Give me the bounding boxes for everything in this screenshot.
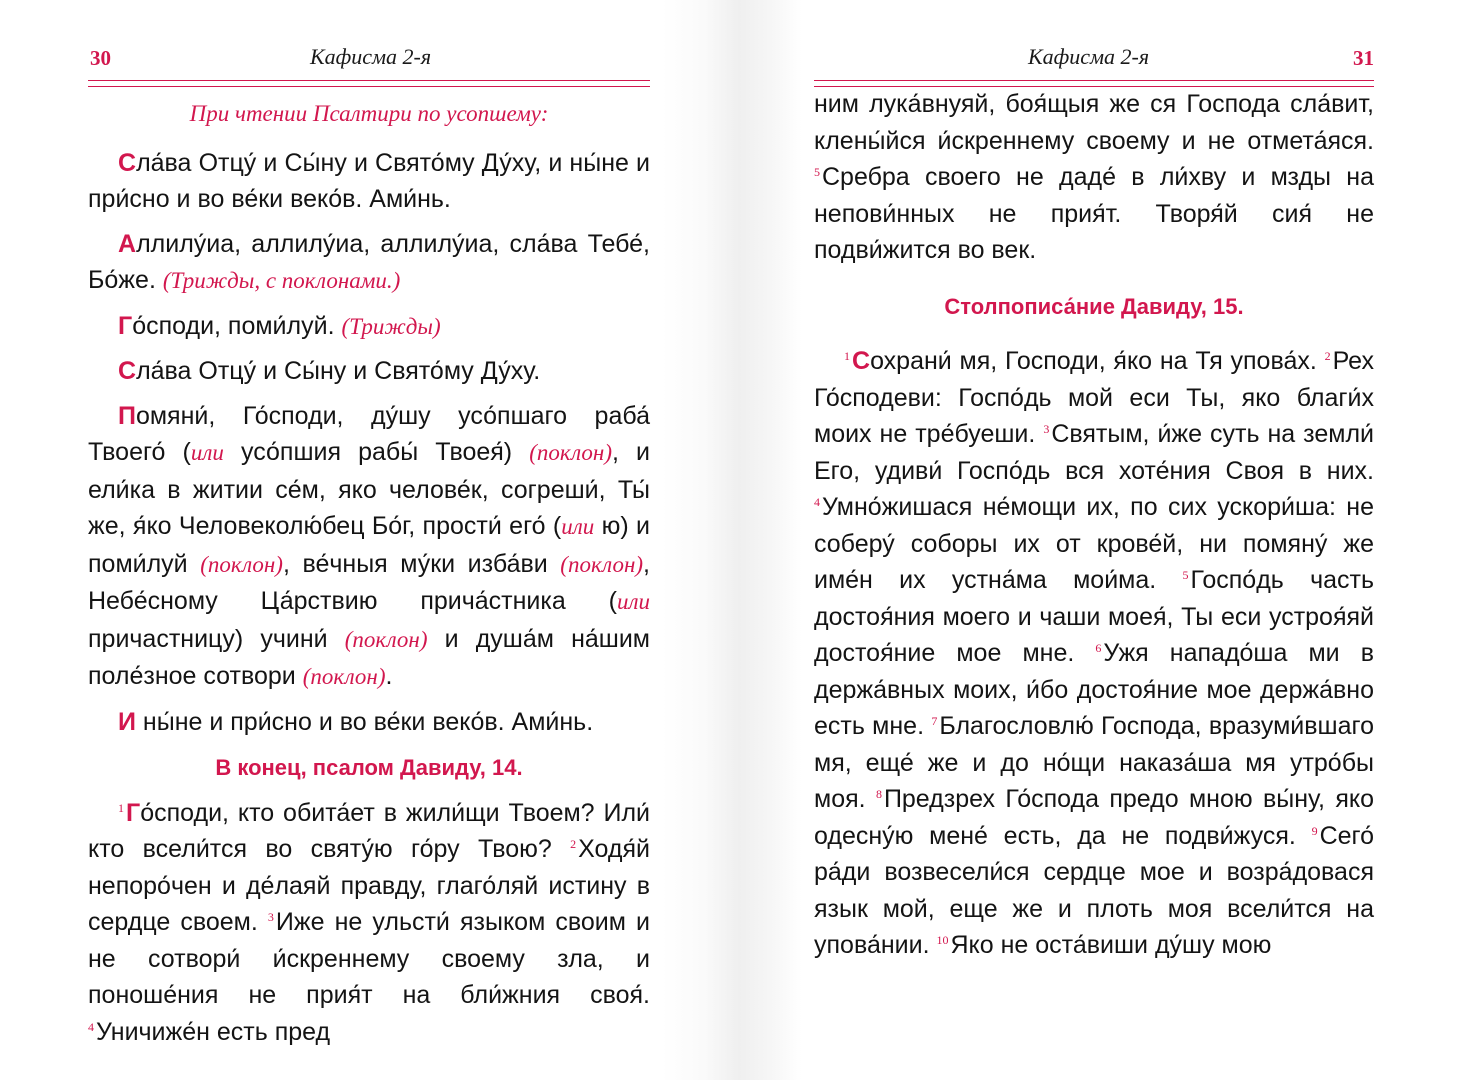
- red-initial: Г: [118, 311, 133, 340]
- prayer-text: о́споди, поми́луй.: [132, 311, 342, 340]
- verse-number: 10: [936, 933, 949, 947]
- prayer-text: ю) и поми́луй: [88, 512, 650, 578]
- verse-number: 7: [931, 714, 938, 728]
- book-gutter: [662, 0, 802, 1080]
- prayer-text: причастницу) учини́: [88, 624, 345, 653]
- prayer-text: ны́не и при́сно и во ве́ки веко́в. Ами́нь.: [135, 707, 594, 736]
- rubric-or: или: [561, 514, 595, 539]
- verse-text: Сребра своего не даде́ в ли́хву и мзды на непови́нных не прия́т. Творя́й сия́ не подви́жится во век.: [814, 163, 1374, 264]
- verse-number: 1: [844, 349, 850, 363]
- red-initial: С: [118, 148, 137, 177]
- verse-text: ним лука́внуяй, боя́щыя же ся Господа сла́вит, клены́йся и́скреннему своему и не отмета́яся.: [814, 90, 1374, 155]
- red-initial: И: [118, 707, 136, 736]
- prayer-for-departed: [88, 398, 650, 696]
- verse-text: охрани́ мя, Господи, я́ко на Тя упова́х.: [870, 347, 1325, 375]
- red-initial: С: [852, 347, 871, 375]
- rubric-instruction: (Трижды): [341, 313, 441, 339]
- verse-number: 4: [814, 495, 820, 509]
- rubric-or: или: [190, 440, 224, 465]
- psalm-14-title: В конец, псалом Давиду, 14.: [215, 755, 523, 780]
- verse-number: 9: [1311, 823, 1318, 838]
- verse-text: Сего́ ра́ди возвесели́ся сердце мое и возра́довася язык мой, еще же и плоть моя всели́тся на упова́нии.: [814, 821, 1374, 959]
- verse-number: 8: [875, 787, 882, 801]
- rubric-bow: (поклон): [344, 626, 428, 652]
- prayer-now-and-ever: [88, 704, 650, 741]
- prayer-text: ла́ва Отцу́ и Сы́ну и Свято́му Ду́ху, и ны́не и при́сно и во ве́ки веко́в. Ами́нь.: [88, 148, 650, 213]
- verse-text: Благословлю́ Господа, вразуми́вшаго мя, еще́ же и до но́щи наказа́ша мя утро́бы моя.: [814, 712, 1374, 813]
- left-page: [88, 0, 650, 1046]
- verse-number: 6: [1095, 641, 1102, 655]
- prayer-glory-short: [88, 353, 650, 390]
- right-page: [814, 0, 1375, 959]
- rubric-bow: (поклон): [302, 664, 386, 689]
- verse-text: Ужя нападо́ша ми в держа́вных моих, и́бо достоя́ние мое держа́вно есть мне.: [814, 639, 1375, 740]
- prayer-text: , Небе́сному Ца́рствию прича́стника (: [88, 549, 650, 615]
- rubric-bow: (поклон): [560, 551, 644, 577]
- verse-number: 4: [88, 1019, 94, 1034]
- red-initial: С: [118, 357, 137, 385]
- left-page-number: 30: [90, 46, 111, 70]
- verse-number: 2: [1324, 349, 1331, 363]
- right-running-title: Кафисма 2-я: [1028, 44, 1150, 69]
- psalm-15-text: [814, 343, 1374, 964]
- red-initial: П: [118, 401, 136, 430]
- prayer-alleluia: [88, 226, 650, 300]
- verse-number: 5: [1182, 568, 1189, 582]
- verse-text: Святым, и́же суть на земли́ Его, удиви́ Госпо́дь вся хоте́ния Своя в них.: [814, 420, 1374, 485]
- verse-text: Госпо́дь часть достоя́ния моего и чаши моея́, Ты еси устроя́яй достоя́ние мое мне.: [814, 566, 1374, 667]
- prayer-lord-have-mercy: [88, 308, 650, 346]
- rubric-heading: При чтении Псалтири по усопшему:: [189, 101, 549, 126]
- prayer-text: ллилу́иа, аллилу́иа, аллилу́иа, сла́ва Тебе́, Бо́же.: [88, 229, 650, 294]
- prayer-text: усо́пшия рабы́ Твоея́): [223, 438, 530, 466]
- right-page-body: [814, 86, 1374, 964]
- prayer-text: , и ели́ка в житии се́м, яко челове́к, согреши́, Ты́ же, я́ко Человеколю́бец Бо́г, прости́ его́ (: [88, 438, 650, 540]
- rubric-bow: (поклон): [529, 440, 612, 465]
- verse-text: Уничиже́н есть пред: [96, 1017, 331, 1046]
- verse-text: Яко не оста́виши ду́шу мою: [950, 931, 1272, 959]
- left-running-title: Кафисма 2-я: [310, 44, 432, 69]
- left-page-body: [88, 96, 650, 1050]
- prayer-text: ла́ва Отцу́ и Сы́ну и Свято́му Ду́ху.: [136, 357, 541, 385]
- psalm-14-text: [88, 795, 650, 1051]
- verse-number: 2: [570, 837, 577, 851]
- verse-text: о́споди, кто обита́ет в жили́щи Твоем? Или́ кто всели́тся во святу́ю го́ру Твою?: [88, 798, 650, 863]
- prayer-text: омяни́, Го́споди, ду́шу усо́пшаго раба́ Твоего́ (: [88, 401, 650, 466]
- verse-text: Предзрех Го́спода предо мною вы́ну, яко одесну́ю мене́ есть, да не подви́жуся.: [814, 785, 1374, 850]
- right-page-number: 31: [1353, 46, 1374, 70]
- verse-number: 3: [267, 910, 274, 924]
- red-initial: А: [118, 229, 137, 258]
- rubric-or: или: [616, 589, 650, 614]
- psalm-14-continuation: [814, 86, 1374, 269]
- verse-text: Рех Го́сподеви: Госпо́дь мой еси Ты, яко благи́х моих не тре́буеши.: [814, 347, 1374, 448]
- prayer-text: и душа́м на́шим поле́зное сотвори: [88, 624, 650, 690]
- verse-text: Ходя́й непоро́чен и де́лаяй правду, глаго́ляй истину в сердце своем.: [88, 835, 650, 936]
- verse-number: 1: [118, 800, 124, 815]
- verse-text: Умно́жишася не́мощи их, по сих ускори́ша: не соберу́ соборы их от крове́й, ни помяну́ же име́н их устна́ма мои́ма.: [814, 493, 1374, 594]
- verse-number: 5: [814, 165, 820, 179]
- prayer-text: , ве́чныя му́ки изба́ви: [282, 549, 561, 578]
- left-header-rule: [88, 80, 650, 87]
- verse-number: 3: [1043, 422, 1050, 436]
- verse-text: Иже не ульсти́ языком своим и не сотвори́ и́скреннему своему зла, и поноше́ния не прия́т на бли́жния своя́.: [88, 908, 650, 1009]
- psalm-15-title: Столпописа́ние Давиду, 15.: [944, 293, 1244, 319]
- rubric-bow: (поклон): [200, 551, 283, 577]
- prayer-text: .: [385, 662, 393, 690]
- red-initial: Г: [126, 798, 141, 827]
- left-running-head: [88, 0, 650, 74]
- prayer-glory: [88, 145, 650, 218]
- rubric-instruction: (Трижды, с поклонами.): [162, 268, 401, 293]
- right-running-head: [814, 0, 1374, 74]
